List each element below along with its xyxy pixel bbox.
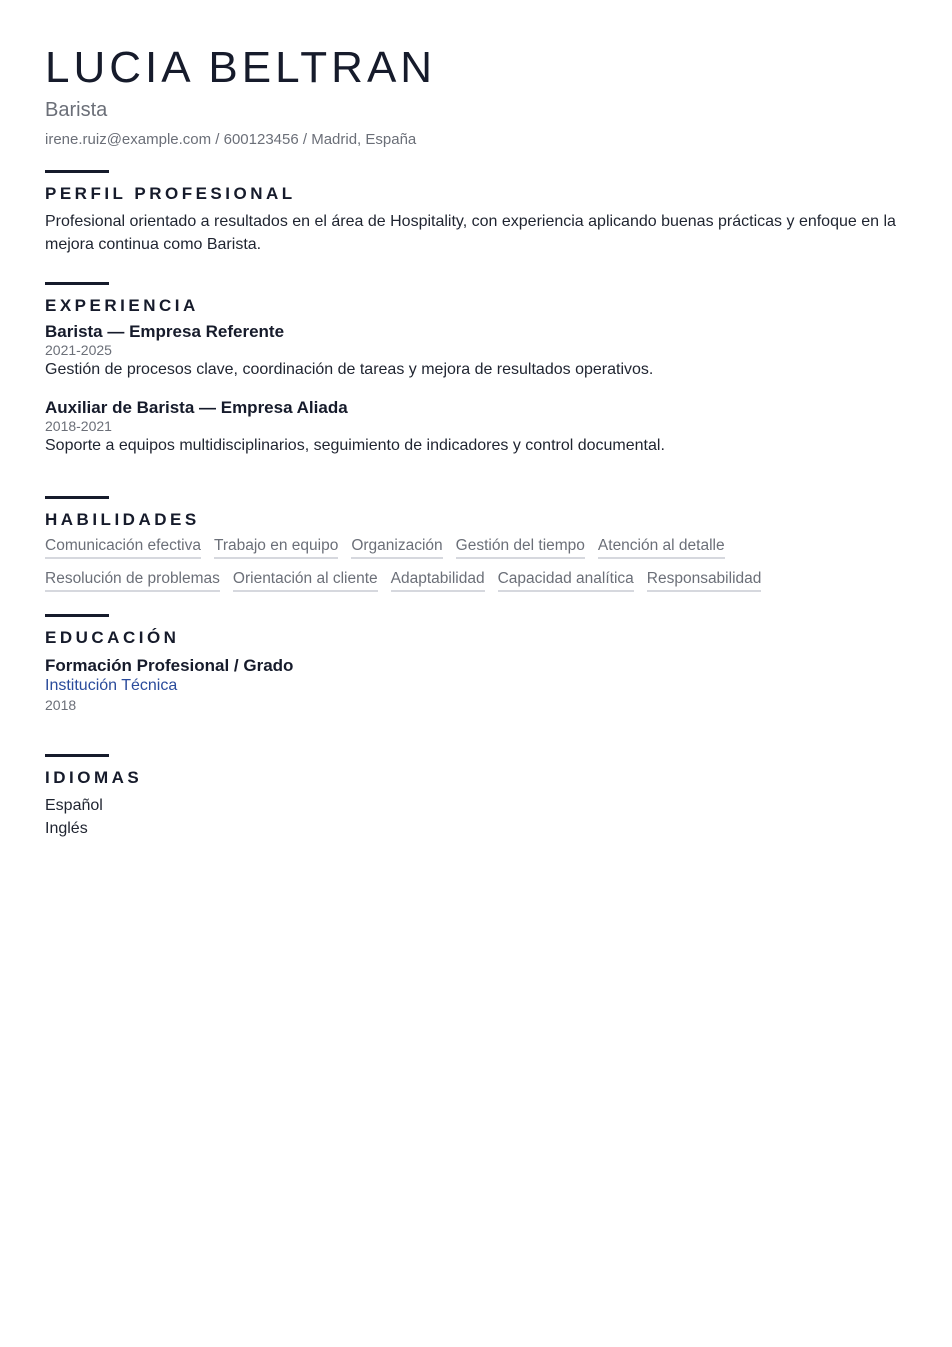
section-divider [45,614,109,617]
job-description: Soporte a equipos multidisciplinarios, seguimiento de indicadores y control documental. [45,437,665,454]
education-section [45,614,907,715]
profile-section [45,170,907,256]
experience-section-title: EXPERIENCIA [45,296,199,315]
language-item: Inglés [45,820,88,837]
skill-tag: Organización [351,536,442,559]
education-degree: Formación Profesional / Grado [45,656,294,675]
skills-list [45,536,907,592]
languages-section [45,754,907,840]
section-divider [45,496,109,499]
skill-tag: Responsabilidad [647,569,762,592]
skill-tag: Adaptabilidad [391,569,485,592]
job-title: Auxiliar de Barista — Empresa Aliada [45,398,348,417]
section-divider [45,170,109,173]
profile-text: Profesional orientado a resultados en el área de Hospitality, con experiencia aplicando buenas prácticas y enfoque en la mejora continua como Barista. [45,213,896,253]
job-dates: 2018-2021 [45,418,112,434]
skill-tag: Resolución de problemas [45,569,220,592]
job-description: Gestión de procesos clave, coordinación de tareas y mejora de resultados operativos. [45,361,654,378]
profile-section-title: PERFIL PROFESIONAL [45,184,296,203]
language-item: Español [45,797,103,814]
resume-header [45,44,907,150]
skill-tag: Orientación al cliente [233,569,378,592]
candidate-name: LUCIA BELTRAN [45,43,437,92]
job-title: Barista — Empresa Referente [45,322,285,341]
job-entry [45,398,907,456]
education-year: 2018 [45,697,77,713]
skill-tag: Atención al detalle [598,536,725,559]
candidate-role: Barista [45,99,108,121]
education-section-title: EDUCACIÓN [45,628,180,647]
skill-tag: Gestión del tiempo [456,536,585,559]
languages-section-title: IDIOMAS [45,768,143,787]
skill-tag: Trabajo en equipo [214,536,338,559]
skills-section [45,496,907,592]
skills-section-title: HABILIDADES [45,510,200,529]
skill-tag: Comunicación efectiva [45,536,201,559]
skill-tag: Capacidad analítica [498,569,634,592]
contact-line: irene.ruiz@example.com / 600123456 / Madrid, España [45,131,417,148]
education-institution: Institución Técnica [45,677,178,694]
section-divider [45,754,109,757]
job-entry [45,322,907,380]
section-divider [45,282,109,285]
experience-section [45,282,907,456]
job-dates: 2021-2025 [45,342,112,358]
